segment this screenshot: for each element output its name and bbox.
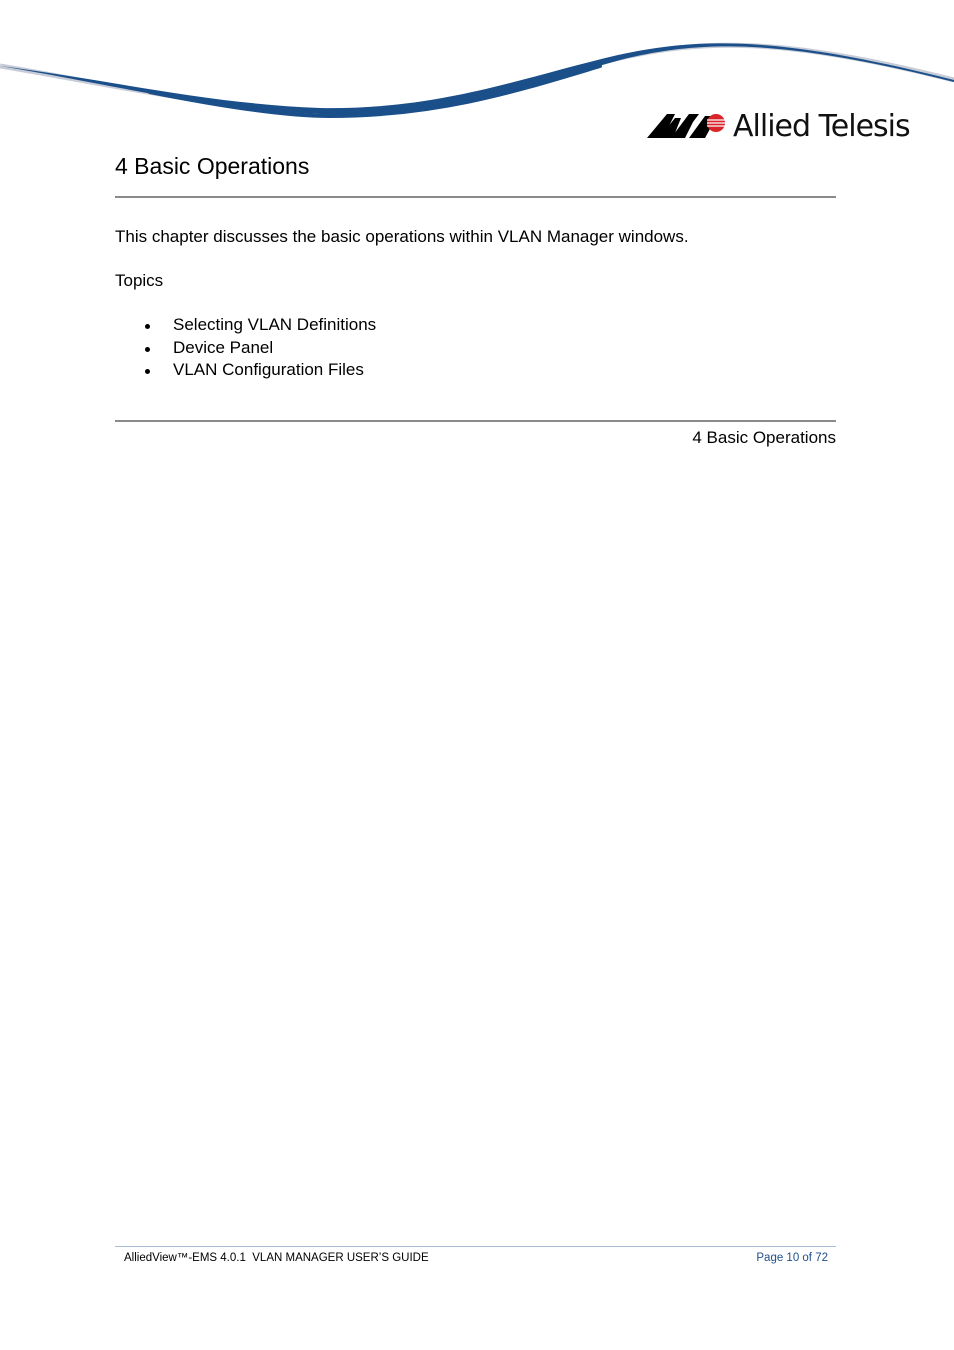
chapter-title: 4 Basic Operations xyxy=(115,153,310,179)
logo-mark-icon xyxy=(645,108,727,140)
topic-label: VLAN Configuration Files xyxy=(173,360,364,379)
allied-telesis-logo xyxy=(645,108,910,148)
page-number: Page 10 of 72 xyxy=(756,1252,828,1264)
logo-wordmark: Allied Telesis xyxy=(733,109,910,144)
footer-divider xyxy=(115,1246,836,1247)
topic-label: Selecting VLAN Definitions xyxy=(173,315,377,334)
chapter-intro: This chapter discusses the basic operations within VLAN Manager windows. xyxy=(115,227,689,246)
document-title: AlliedView™-EMS 4.0.1 VLAN MANAGER USER’S GUIDE xyxy=(124,1252,429,1264)
topic-item[interactable] xyxy=(115,314,376,337)
section-divider xyxy=(115,420,836,422)
topic-label: Device Panel xyxy=(173,337,274,357)
bullet-icon xyxy=(145,324,150,329)
title-divider xyxy=(115,196,836,198)
topics-list xyxy=(115,314,376,382)
topic-item[interactable] xyxy=(115,359,376,382)
bullet-icon xyxy=(145,347,150,352)
topics-label: Topics xyxy=(115,271,164,290)
topic-item[interactable] xyxy=(115,337,376,360)
bullet-icon xyxy=(145,369,150,374)
section-footer-title: 4 Basic Operations xyxy=(692,428,836,447)
